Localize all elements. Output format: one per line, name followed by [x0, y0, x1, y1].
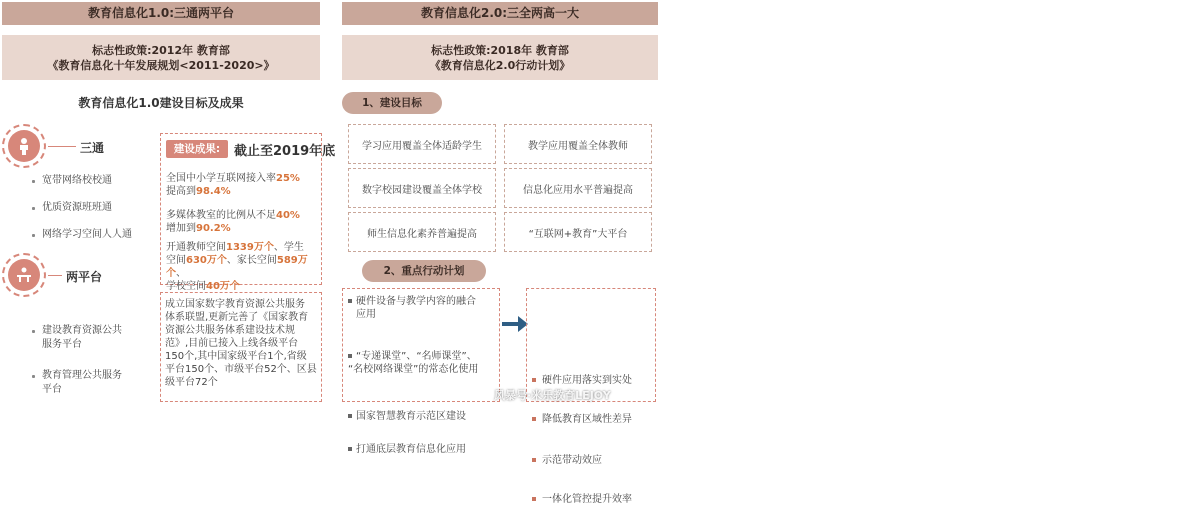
arrow-right-icon — [502, 316, 528, 332]
results-tag: 建设成果: — [166, 140, 228, 158]
liangpingtai-item-2-line1: 教育管理公共服务 — [42, 370, 122, 381]
meeting-table-icon — [14, 265, 34, 285]
action-line: 应用 — [356, 309, 376, 320]
platform-text — [165, 298, 321, 389]
stat-text: 、 — [176, 268, 186, 279]
stat-value: 1339万个 — [226, 242, 274, 253]
stat-value: 90.2% — [196, 223, 231, 234]
right-policy-line1: 标志性政策:2018年 教育部 — [431, 44, 569, 57]
action-item-3 — [348, 410, 498, 423]
person-icon — [14, 136, 34, 156]
left-policy-box — [2, 35, 320, 80]
santong-label: 三通 — [80, 141, 105, 155]
santong-icon — [8, 130, 40, 162]
platform-line: 成立国家数字教育资源公共服务 — [165, 299, 305, 310]
outcome-item-1: 硬件应用落实到实处 — [532, 374, 1192, 387]
stat-text: 多媒体教室的比例从不足 — [166, 210, 276, 221]
result-stat-2 — [166, 209, 318, 235]
goals-pill: 1、建设目标 — [342, 92, 442, 114]
right-policy-line2: 《教育信息化2.0行动计划》 — [429, 59, 571, 72]
stat-text: 全国中小学互联网接入率 — [166, 173, 276, 184]
stat-value: 40万个 — [206, 281, 240, 292]
result-stat-3 — [166, 241, 320, 293]
action-line: 国家智慧教育示范区建设 — [356, 411, 466, 422]
platform-line: 平台150个、市级平台52个、区县 — [165, 364, 317, 375]
bullet — [32, 234, 35, 237]
liangpingtai-item-1-line1: 建设教育资源公共 — [42, 325, 122, 336]
goal-item-3: 数字校园建设覆盖全体学校 — [348, 168, 496, 208]
bullet — [32, 180, 35, 183]
bullet — [32, 375, 35, 378]
stat-text: 学校空间 — [166, 281, 206, 292]
left-policy-line1: 标志性政策:2012年 教育部 — [92, 44, 230, 57]
action-line: “名校网络课堂”的常态化使用 — [348, 364, 479, 375]
platform-line: 资源公共服务体系建设技术规 — [165, 325, 295, 336]
stat-value: 98.4% — [196, 186, 231, 197]
left-header: 教育信息化1.0:三通两平台 — [2, 2, 320, 25]
bullet — [32, 207, 35, 210]
santong-item-2: 优质资源班班通 — [42, 202, 112, 213]
platform-line: 150个,其中国家级平台1个,省级 — [165, 351, 307, 362]
stat-text: 空间 — [166, 255, 186, 266]
stat-text: 开通教师空间 — [166, 242, 226, 253]
left-policy-line2: 《教育信息化十年发展规划<2011-2020>》 — [47, 59, 275, 72]
santong-line — [48, 146, 76, 147]
santong-item-1: 宽带网络校校通 — [42, 175, 112, 186]
liangpingtai-item-1 — [42, 324, 122, 352]
goal-item-6: “互联网+教育”大平台 — [504, 212, 652, 252]
liangpingtai-line — [48, 275, 62, 276]
goal-item-4: 信息化应用水平普遍提高 — [504, 168, 652, 208]
actions-pill: 2、重点行动计划 — [362, 260, 486, 282]
bullet — [32, 330, 35, 333]
stat-text: 提高到 — [166, 186, 196, 197]
platform-line: 级平台72个 — [165, 377, 218, 388]
stat-text: 、学生 — [273, 242, 304, 253]
stat-value: 25% — [276, 173, 300, 184]
outcome-item-4: 一体化管控提升效率 — [532, 493, 1192, 506]
action-line: 硬件设备与教学内容的融合 — [356, 296, 476, 307]
result-stat-1 — [166, 172, 318, 198]
action-item-2 — [348, 350, 498, 376]
platform-line: 体系联盟,更新完善了《国家教育 — [165, 312, 309, 323]
goal-item-2: 教学应用覆盖全体教师 — [504, 124, 652, 164]
goal-item-1: 学习应用覆盖全体适龄学生 — [348, 124, 496, 164]
left-section-title: 教育信息化1.0建设目标及成果 — [78, 96, 244, 110]
santong-item-3: 网络学习空间人人通 — [42, 229, 132, 240]
goal-item-5: 师生信息化素养普遍提高 — [348, 212, 496, 252]
action-line: 打通底层教育信息化应用 — [356, 444, 466, 455]
action-item-1 — [348, 295, 498, 321]
action-line: “专递课堂”、“名师课堂”、 — [356, 351, 477, 362]
outcome-item-2: 降低教育区域性差异 — [532, 413, 1192, 426]
action-item-4 — [348, 443, 498, 456]
liangpingtai-label: 两平台 — [66, 270, 103, 284]
liangpingtai-item-1-line2: 服务平台 — [42, 339, 82, 350]
stat-text: 增加到 — [166, 223, 196, 234]
outcome-item-3: 示范带动效应 — [532, 454, 1192, 467]
stat-value: 40% — [276, 210, 300, 221]
liangpingtai-item-2-line2: 平台 — [42, 384, 62, 395]
watermark: 风暴号·米乐教育LEJOY — [494, 389, 611, 402]
stat-value: 630万个 — [186, 255, 227, 266]
right-header: 教育信息化2.0:三全两高一大 — [342, 2, 658, 25]
stat-text: 、家长空间 — [226, 255, 277, 266]
right-policy-box — [342, 35, 658, 80]
stat-value: 589万个 — [166, 255, 308, 279]
platform-line: 范》,目前已接入上线各级平台 — [165, 338, 299, 349]
liangpingtai-icon — [8, 259, 40, 291]
liangpingtai-item-2 — [42, 369, 122, 397]
results-date: 截止至2019年底 — [234, 144, 336, 159]
